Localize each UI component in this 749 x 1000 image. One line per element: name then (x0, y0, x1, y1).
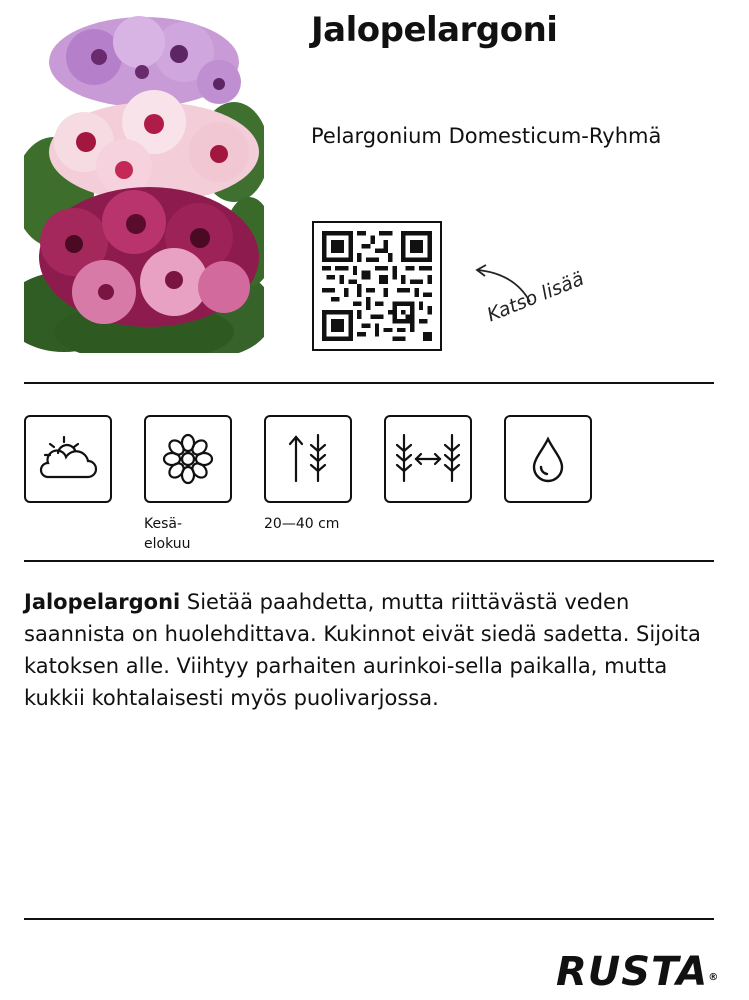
qr-code-icon (322, 231, 432, 341)
flower-image (24, 12, 264, 353)
spacing-icon (392, 431, 464, 487)
height-icon (278, 431, 338, 487)
rusta-logo (556, 950, 719, 994)
spacing-box (384, 415, 472, 503)
sun-cloud-icon (36, 431, 100, 487)
qr-hint: Katso lisää (484, 267, 587, 327)
description-lead: Jalopelargoni (24, 590, 181, 614)
flower-box (144, 415, 232, 503)
height-label: 20—40 cm (264, 516, 340, 532)
product-title: Jalopelargoni (311, 10, 558, 50)
scientific-name: Pelargonium Domesticum-Ryhmä (311, 124, 662, 148)
product-photo (24, 12, 264, 353)
sun-cloud-box (24, 415, 112, 503)
height-box (264, 415, 352, 503)
flower-icon (160, 431, 216, 487)
water-drop-icon (528, 431, 568, 487)
divider-middle (24, 560, 714, 562)
description-text: Sietää paahdetta, mutta riittävästä veden saannista on huolehdittava. Kukinnot eivät siedä sadetta. Sijoita katoksen alle. Viihtyy parhaiten aurinkoi-sella paikalla, mutta kukkii kohtalaisesti myös puolivarjossa. (24, 590, 701, 710)
qr-code[interactable] (312, 221, 442, 351)
divider-top (24, 382, 714, 384)
divider-bottom (24, 918, 714, 920)
logo-text: RUSTA (556, 949, 709, 995)
description (24, 586, 724, 714)
bloom-period-label: Kesä- elokuu (144, 516, 191, 552)
trademark-symbol: ® (708, 972, 720, 983)
water-box (504, 415, 592, 503)
